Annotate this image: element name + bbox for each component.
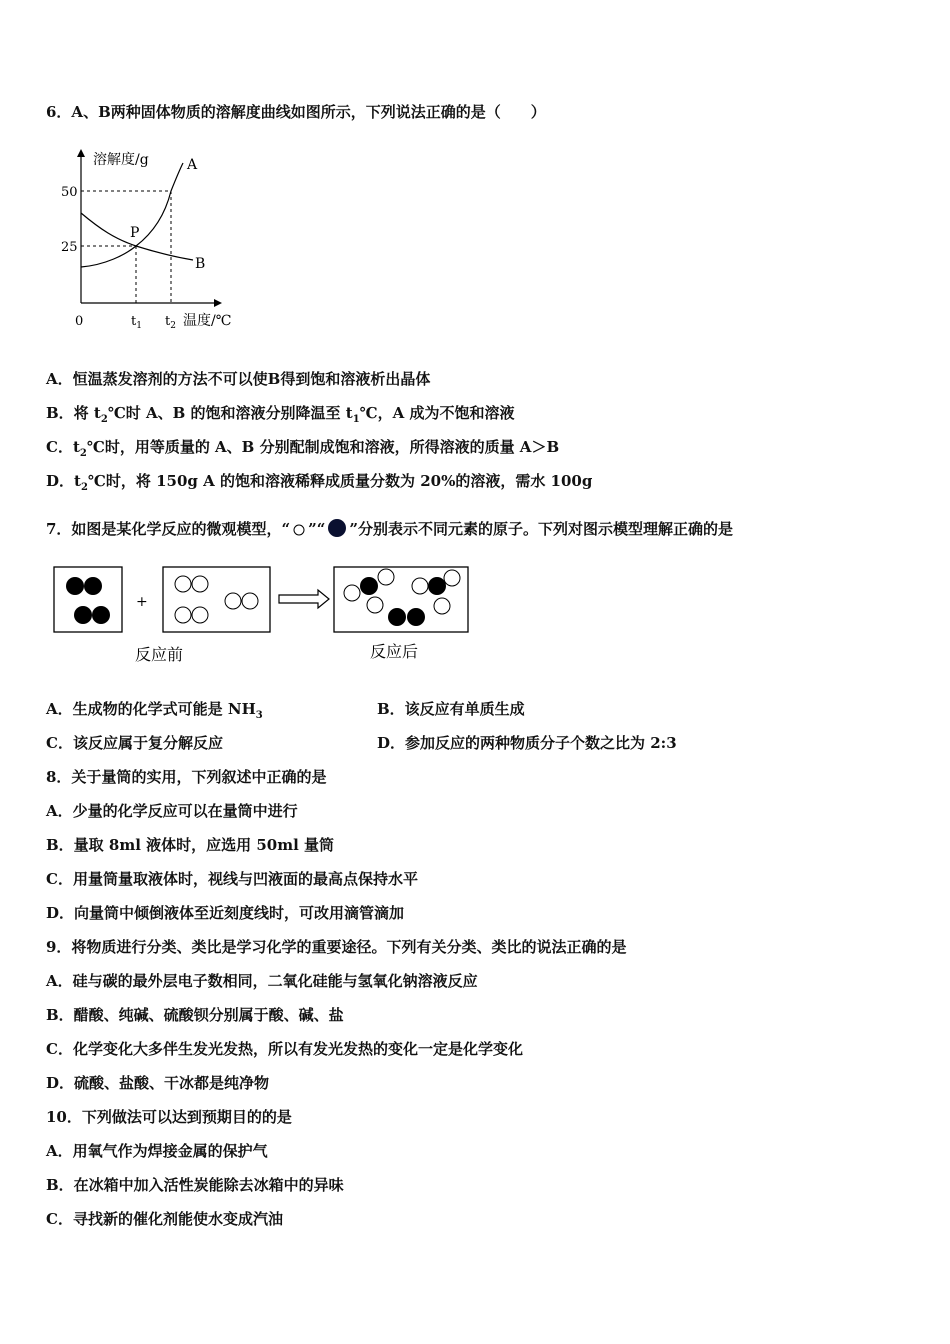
q10-option-c: C．寻找新的催化剂能使水变成汽油 (46, 1210, 283, 1228)
q8-option-c: C．用量筒量取液体时，视线与凹液面的最高点保持水平 (46, 870, 418, 888)
black-atom (360, 577, 378, 595)
white-atom-icon (290, 521, 308, 539)
q10-option-b: B．在冰箱中加入活性炭能除去冰箱中的异味 (46, 1176, 344, 1194)
black-atom (388, 608, 406, 626)
plus-sign: + (136, 594, 148, 610)
q8-option-a: A．少量的化学反应可以在量筒中进行 (46, 802, 298, 820)
q9-option-c: C．化学变化大多伴生发光发热，所以有发光发热的变化一定是化学变化 (46, 1040, 523, 1058)
question-10-stem: 10．下列做法可以达到预期目的的是 (46, 1108, 292, 1126)
question-6-stem: 6．A、B两种固体物质的溶解度曲线如图所示，下列说法正确的是（ ） (46, 103, 546, 121)
origin-label: 0 (75, 314, 84, 329)
white-atom (412, 578, 428, 594)
q9-option-a: A．硅与碳的最外层电子数相同，二氧化硅能与氢氧化钠溶液反应 (46, 972, 478, 990)
white-atom (444, 570, 460, 586)
white-atom (225, 593, 241, 609)
black-atom-icon (325, 518, 349, 542)
solubility-graph (55, 145, 255, 335)
white-atom (192, 607, 208, 623)
q7-option-a: A．生成物的化学式可能是 $NH_3$ (46, 700, 263, 721)
question-8-stem: 8．关于量筒的实用，下列叙述中正确的是 (46, 768, 327, 786)
q7-option-b: B．该反应有单质生成 (377, 700, 525, 718)
q8-option-b: B．量取 8ml 液体时，应选用 50ml 量筒 (46, 836, 335, 854)
white-atom (367, 597, 383, 613)
tick-25: 25 (61, 240, 78, 255)
curve-a (81, 163, 183, 267)
q9-option-d: D．硫酸、盐酸、干冰都是纯净物 (46, 1074, 270, 1092)
tick-50: 50 (61, 185, 78, 200)
label-before-reaction: 反应前 (135, 645, 184, 664)
q7-option-c: C．该反应属于复分解反应 (46, 734, 223, 752)
q10-option-a: A．用氧气作为焊接金属的保护气 (46, 1142, 268, 1160)
reaction-model-figure (50, 560, 475, 670)
label-after-reaction: 反应后 (370, 642, 419, 661)
x-axis-arrow (214, 299, 222, 307)
reaction-arrow (279, 590, 329, 608)
q6-option-d: D．$t_2℃$时，将 150g A 的饱和溶液稀释成质量分数为 20%的溶液，需水 100g (46, 472, 593, 493)
white-atom (242, 593, 258, 609)
white-atom (434, 598, 450, 614)
q6-option-b: B．将 $t_2℃$时 A、B 的饱和溶液分别降温至 $t_1℃$，A 成为不饱和溶液 (46, 404, 515, 425)
question-7-stem: 7．如图是某化学反应的微观模型，“ ”“ ”分别表示不同元素的原子。下列对图示模型理解正确的是 (46, 518, 733, 542)
tick-t2: $t_2$ (165, 314, 176, 331)
white-atom (344, 585, 360, 601)
black-atom (92, 606, 110, 624)
tick-t1: $t_1$ (131, 314, 142, 331)
x-axis-label: 温度/℃ (183, 313, 232, 329)
white-atom (378, 569, 394, 585)
q6-option-a: A．恒温蒸发溶剂的方法不可以使B得到饱和溶液析出晶体 (46, 370, 431, 388)
question-9-stem: 9．将物质进行分类、类比是学习化学的重要途径。下列有关分类、类比的说法正确的是 (46, 938, 627, 956)
y-axis-label: 溶解度/g (93, 152, 149, 168)
black-atom (66, 577, 84, 595)
point-p-label: P (130, 225, 140, 241)
q8-option-d: D．向量筒中倾倒液体至近刻度线时，可改用滴管滴加 (46, 904, 405, 922)
black-atom (74, 606, 92, 624)
curve-b-label: B (195, 256, 206, 272)
y-axis-arrow (77, 149, 85, 157)
q7-option-d: D．参加反应的两种物质分子个数之比为 2:3 (377, 734, 677, 752)
black-atom (428, 577, 446, 595)
q9-option-b: B．醋酸、纯碱、硫酸钡分别属于酸、碱、盐 (46, 1006, 344, 1024)
black-atom (84, 577, 102, 595)
white-atom (192, 576, 208, 592)
white-atom (175, 576, 191, 592)
q6-option-c: C．$t_2℃$时，用等质量的 A、B 分别配制成饱和溶液，所得溶液的质量 A＞B (46, 438, 560, 459)
black-atom (407, 608, 425, 626)
white-atom (175, 607, 191, 623)
curve-a-label: A (187, 157, 198, 173)
